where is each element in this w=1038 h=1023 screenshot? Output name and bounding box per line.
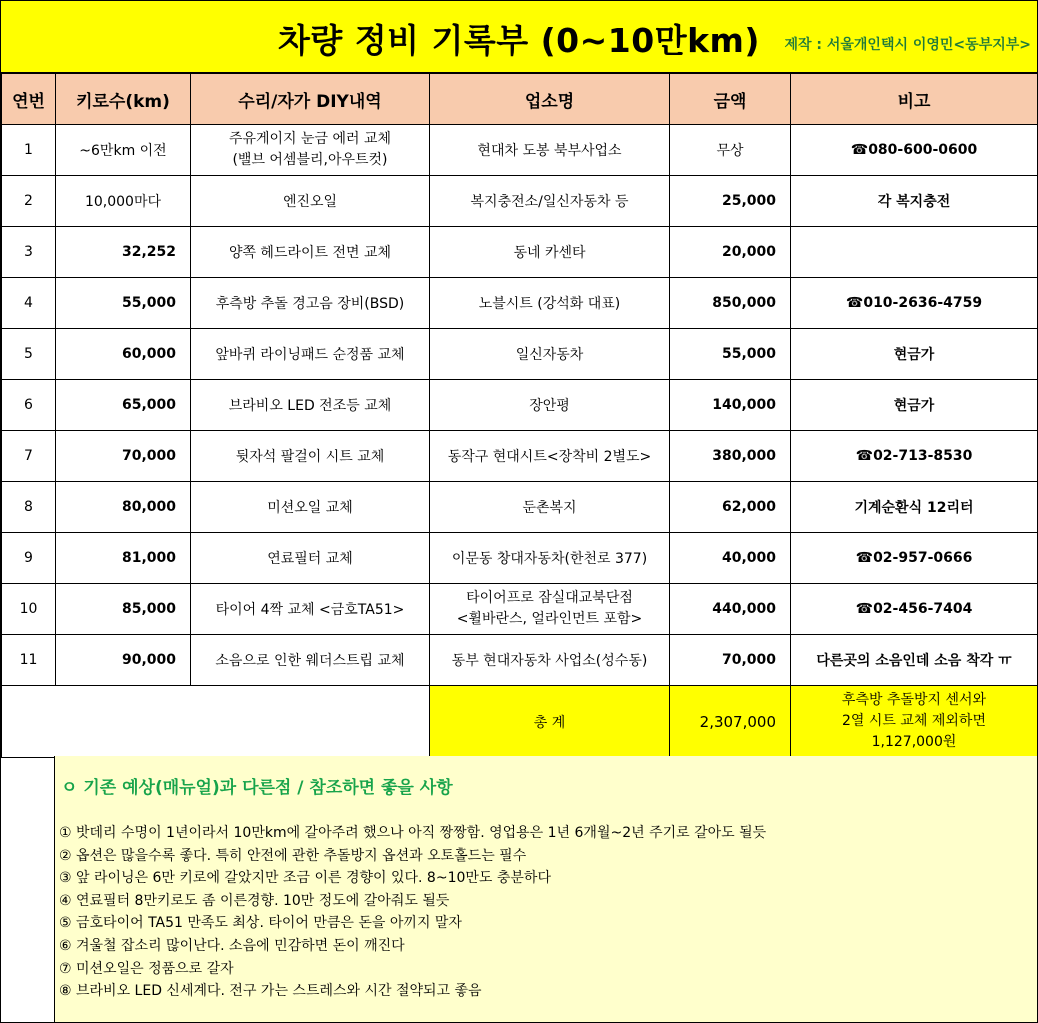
cell-km: 70,000 (56, 431, 191, 482)
cell-work (191, 125, 430, 176)
memo-gutter (1, 756, 55, 1022)
table-row (2, 584, 1038, 635)
cell-km: 85,000 (56, 584, 191, 635)
total-note (791, 686, 1038, 758)
memo-item: ⑤ 금호타이어 TA51 만족도 최상. 타이어 만큼은 돈을 아끼지 말자 (59, 915, 462, 932)
cell-shop: 이문동 창대자동차(한천로 377) (430, 533, 670, 584)
cell-note: 현금가 (791, 380, 1038, 431)
cell-no: 11 (2, 635, 56, 686)
table-row (2, 635, 1038, 686)
cell-shop: 복지충전소/일신자동차 등 (430, 176, 670, 227)
table-row (2, 329, 1038, 380)
cell-no: 8 (2, 482, 56, 533)
page-title: 차량 정비 기록부 (0~10만km) (277, 21, 761, 60)
total-note-line1: 후측방 추돌방지 센서와 (841, 692, 987, 708)
cell-amount: 70,000 (670, 635, 791, 686)
cell-no: 3 (2, 227, 56, 278)
cell-note: ☎02-456-7404 (791, 584, 1038, 635)
title-bar (1, 1, 1037, 73)
memo-list (59, 822, 766, 1003)
cell-shop-line2: <휠바란스, 얼라인먼트 포함> (456, 611, 643, 627)
cell-work: 브라비오 LED 전조등 교체 (191, 380, 430, 431)
cell-no: 4 (2, 278, 56, 329)
cell-amount: 440,000 (670, 584, 791, 635)
memo-item: ⑥ 겨울철 잡소리 많이난다. 소음에 민감하면 돈이 깨진다 (59, 937, 405, 954)
cell-note: 현금가 (791, 329, 1038, 380)
header-work: 수리/자가 DIY내역 (191, 74, 430, 125)
cell-note (791, 227, 1038, 278)
cell-no: 2 (2, 176, 56, 227)
cell-note: ☎02-957-0666 (791, 533, 1038, 584)
cell-km: 60,000 (56, 329, 191, 380)
table-row (2, 125, 1038, 176)
cell-work: 양쪽 헤드라이트 전면 교체 (191, 227, 430, 278)
header-km: 키로수(km) (56, 74, 191, 125)
cell-work-line1: 주유게이지 눈금 에러 교체 (228, 131, 392, 147)
cell-shop: 현대차 도봉 북부사업소 (430, 125, 670, 176)
cell-note: ☎010-2636-4759 (791, 278, 1038, 329)
cell-amount: 20,000 (670, 227, 791, 278)
memo-section (1, 756, 1037, 1022)
cell-km: 65,000 (56, 380, 191, 431)
header-no: 연번 (2, 74, 56, 125)
cell-work: 타이어 4짝 교체 <금호TA51> (191, 584, 430, 635)
total-note-line2: 2열 시트 교체 제외하면 (842, 713, 986, 729)
cell-amount: 25,000 (670, 176, 791, 227)
cell-work: 앞바퀴 라이닝패드 순정품 교체 (191, 329, 430, 380)
total-note-line3: 1,127,000원 (871, 734, 957, 750)
cell-note: 각 복지충전 (791, 176, 1038, 227)
memo-item: ⑦ 미션오일은 정품으로 갈자 (59, 960, 234, 977)
memo-item: ① 밧데리 수명이 1년이라서 10만km에 갈아주려 했으나 아직 짱짱함. 영업용은 1년 6개월~2년 주기로 갈아도 될듯 (59, 825, 767, 841)
total-label: 총 계 (430, 686, 670, 758)
memo-item: ② 옵션은 많을수록 좋다. 특히 안전에 관한 추돌방지 옵션과 오토홀드는 필수 (59, 847, 527, 864)
cell-no: 6 (2, 380, 56, 431)
table-row (2, 227, 1038, 278)
memo-item: ⑧ 브라비오 LED 신세계다. 전구 가는 스트레스와 시간 절약되고 좋음 (59, 983, 482, 1000)
cell-shop (430, 584, 670, 635)
header-note: 비고 (791, 74, 1038, 125)
header-amount: 금액 (670, 74, 791, 125)
cell-no: 1 (2, 125, 56, 176)
cell-no: 7 (2, 431, 56, 482)
cell-amount: 55,000 (670, 329, 791, 380)
cell-shop: 장안평 (430, 380, 670, 431)
cell-amount: 140,000 (670, 380, 791, 431)
table-row (2, 533, 1038, 584)
cell-work: 미션오일 교체 (191, 482, 430, 533)
cell-km: ~6만km 이전 (56, 125, 191, 176)
cell-km: 10,000마다 (56, 176, 191, 227)
memo-heading: ㅇ 기존 예상(매뉴얼)과 다른점 / 참조하면 좋을 사항 (61, 778, 453, 798)
cell-work: 연료필터 교체 (191, 533, 430, 584)
cell-amount: 380,000 (670, 431, 791, 482)
cell-amount: 무상 (670, 125, 791, 176)
cell-work: 뒷자석 팔걸이 시트 교체 (191, 431, 430, 482)
cell-note: 다른곳의 소음인데 소음 착각 ㅠ (791, 635, 1038, 686)
cell-km: 81,000 (56, 533, 191, 584)
cell-km: 55,000 (56, 278, 191, 329)
total-row (2, 686, 1038, 758)
table-row (2, 278, 1038, 329)
cell-no: 10 (2, 584, 56, 635)
total-amount: 2,307,000 (670, 686, 791, 758)
cell-shop-line1: 타이어프로 잠실대교북단점 (466, 590, 633, 606)
cell-km: 90,000 (56, 635, 191, 686)
cell-km: 80,000 (56, 482, 191, 533)
memo-content (55, 756, 1037, 1022)
memo-item: ③ 앞 라이닝은 6만 키로에 갈았지만 조금 이른 경향이 있다. 8~10만도 충분하다 (59, 870, 551, 887)
cell-note: ☎02-713-8530 (791, 431, 1038, 482)
table-row (2, 176, 1038, 227)
cell-shop: 동네 카센타 (430, 227, 670, 278)
cell-shop: 노블시트 (강석화 대표) (430, 278, 670, 329)
cell-shop: 동작구 현대시트<장착비 2별도> (430, 431, 670, 482)
cell-shop: 둔촌복지 (430, 482, 670, 533)
header-shop: 업소명 (430, 74, 670, 125)
cell-amount: 850,000 (670, 278, 791, 329)
author-credit: 제작 : 서울개인택시 이영민<동부지부> (784, 37, 1031, 53)
cell-no: 9 (2, 533, 56, 584)
cell-work: 후측방 추돌 경고음 장비(BSD) (191, 278, 430, 329)
cell-no: 5 (2, 329, 56, 380)
cell-amount: 62,000 (670, 482, 791, 533)
cell-work-line2: (밸브 어셈블리,아우트컷) (232, 152, 388, 168)
maintenance-table (1, 73, 1038, 758)
table-row (2, 431, 1038, 482)
cell-note: ☎080-600-0600 (791, 125, 1038, 176)
cell-work: 엔진오일 (191, 176, 430, 227)
cell-work: 소음으로 인한 웨더스트립 교체 (191, 635, 430, 686)
cell-shop: 동부 현대자동차 사업소(성수동) (430, 635, 670, 686)
table-row (2, 482, 1038, 533)
cell-amount: 40,000 (670, 533, 791, 584)
cell-shop: 일신자동차 (430, 329, 670, 380)
total-blank-cell (2, 686, 430, 758)
table-row (2, 380, 1038, 431)
header-row (2, 74, 1038, 125)
memo-item: ④ 연료필터 8만키로도 좀 이른경향. 10만 정도에 갈아줘도 될듯 (59, 892, 450, 909)
cell-note: 기계순환식 12리터 (791, 482, 1038, 533)
cell-km: 32,252 (56, 227, 191, 278)
